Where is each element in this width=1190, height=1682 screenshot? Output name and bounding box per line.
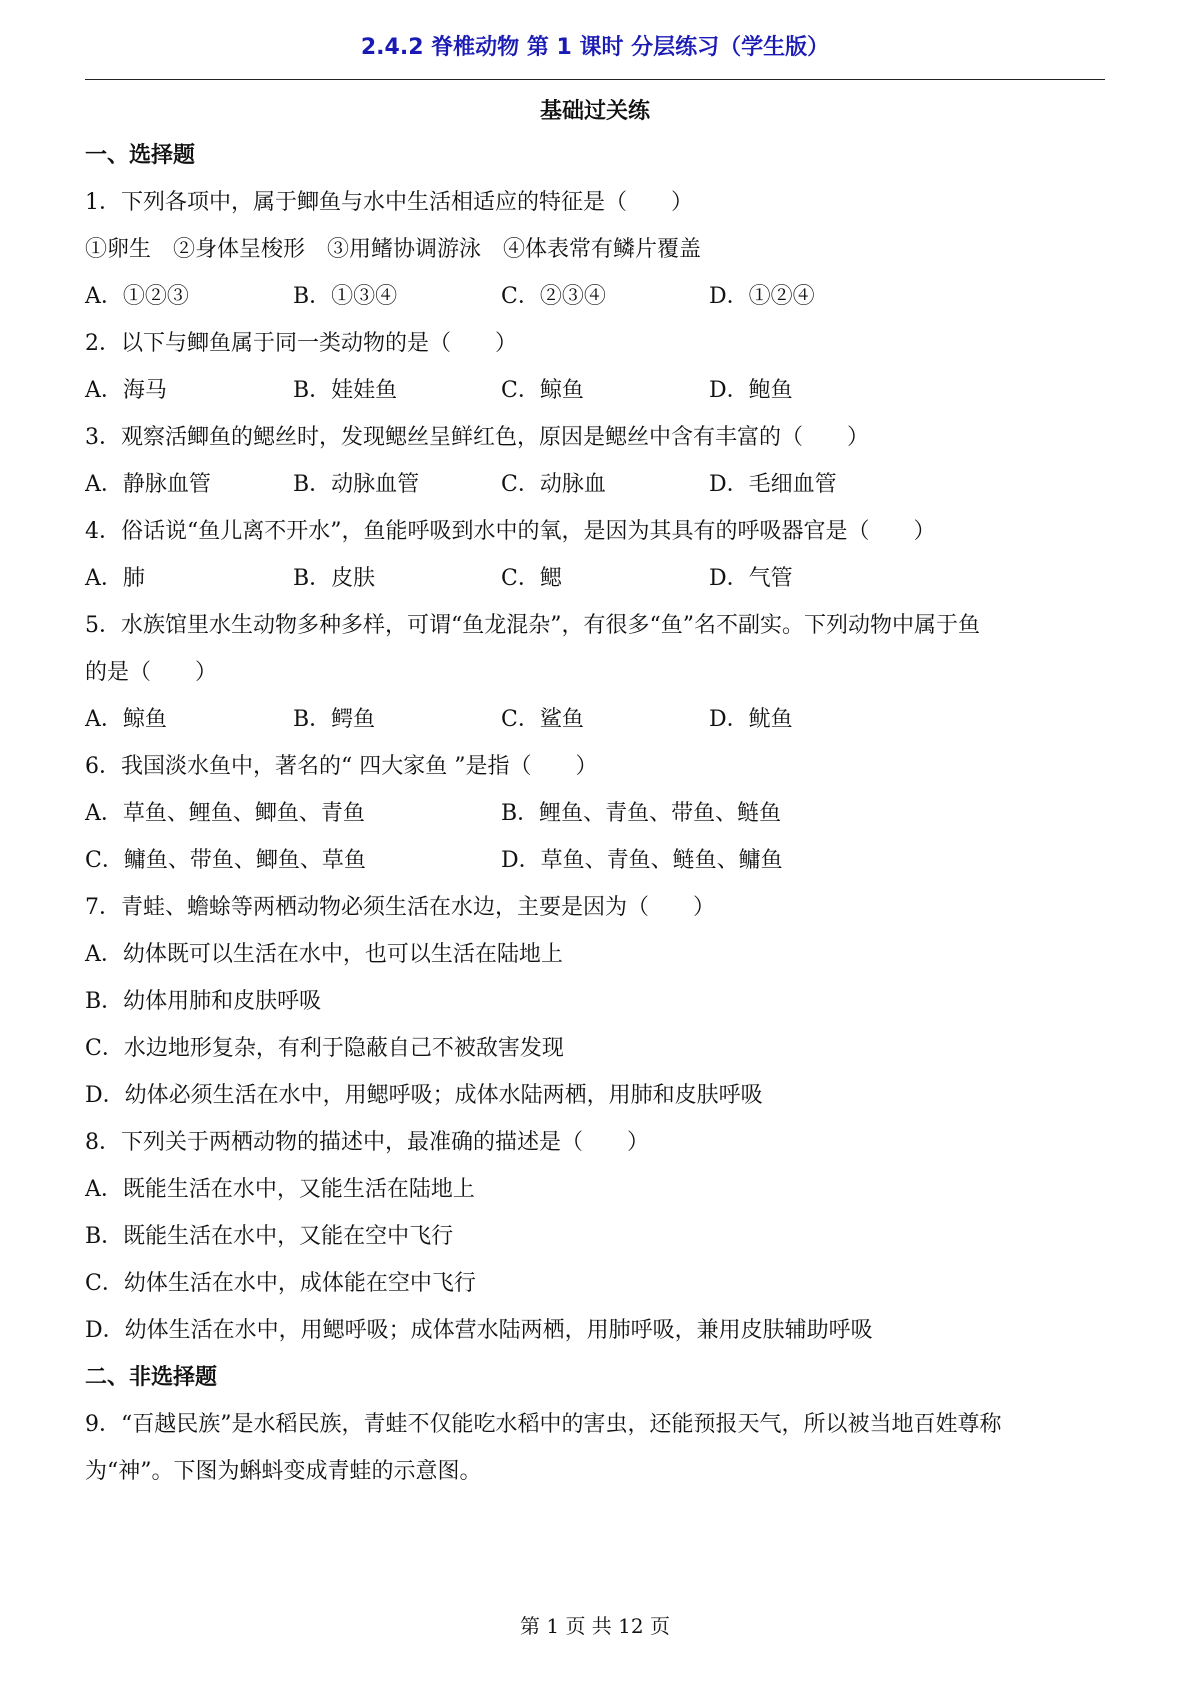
option-b: B．鲤鱼、青鱼、带鱼、鲢鱼 bbox=[501, 801, 782, 826]
question-1-stem: 1．下列各项中，属于鲫鱼与水中生活相适应的特征是（ ） bbox=[85, 190, 693, 215]
option-b: B．①③④ bbox=[293, 284, 398, 309]
option-b: B．幼体用肺和皮肤呼吸 bbox=[85, 989, 322, 1014]
question-6-stem: 6．我国淡水鱼中，著名的“ 四大家鱼 ”是指（ ） bbox=[85, 754, 598, 779]
section-heading-nonchoice: 二、非选择题 bbox=[85, 1365, 218, 1390]
question-content bbox=[85, 132, 1110, 1495]
option-c: C．鳃 bbox=[501, 566, 562, 591]
option-c: C．②③④ bbox=[501, 284, 606, 309]
option-a: A．幼体既可以生活在水中，也可以生活在陆地上 bbox=[85, 942, 563, 967]
option-d: D．毛细血管 bbox=[709, 472, 837, 497]
question-6-options-row-2 bbox=[85, 837, 1110, 884]
option-b: B．既能生活在水中，又能在空中飞行 bbox=[85, 1224, 454, 1249]
question-5-stem-line-2: 的是（ ） bbox=[85, 660, 218, 685]
question-1-options bbox=[85, 273, 1110, 320]
question-2-options bbox=[85, 367, 1110, 414]
question-9-stem-line-2: 为“神”。下图为蝌蚪变成青蛙的示意图。 bbox=[85, 1459, 482, 1484]
option-a: A．①②③ bbox=[85, 284, 189, 309]
question-7-stem: 7．青蛙、蟾蜍等两栖动物必须生活在水边，主要是因为（ ） bbox=[85, 895, 715, 920]
option-d: D．气管 bbox=[709, 566, 793, 591]
option-d: D．鲍鱼 bbox=[709, 378, 793, 403]
question-3-options bbox=[85, 461, 1110, 508]
document-title: 2.4.2 脊椎动物 第 1 课时 分层练习（学生版） bbox=[360, 35, 830, 60]
option-a: A．海马 bbox=[85, 378, 167, 403]
question-2-stem: 2．以下与鲫鱼属于同一类动物的是（ ） bbox=[85, 331, 517, 356]
header-divider bbox=[85, 79, 1105, 80]
option-d: D．草鱼、青鱼、鲢鱼、鳙鱼 bbox=[501, 848, 783, 873]
option-d: D．鱿鱼 bbox=[709, 707, 793, 732]
option-c: C．鲨鱼 bbox=[501, 707, 584, 732]
option-c: C．鲸鱼 bbox=[501, 378, 584, 403]
question-8-stem: 8．下列关于两栖动物的描述中，最准确的描述是（ ） bbox=[85, 1130, 649, 1155]
section-subtitle: 基础过关练 bbox=[539, 99, 650, 124]
question-5-options bbox=[85, 696, 1110, 743]
option-a: A．肺 bbox=[85, 566, 145, 591]
option-a: A．静脉血管 bbox=[85, 472, 211, 497]
option-d: D．①②④ bbox=[709, 284, 815, 309]
option-b: B．娃娃鱼 bbox=[293, 378, 398, 403]
question-4-options bbox=[85, 555, 1110, 602]
question-1-statements: ①卵生 ②身体呈梭形 ③用鳍协调游泳 ④体表常有鳞片覆盖 bbox=[85, 237, 702, 262]
option-b: B．皮肤 bbox=[293, 566, 376, 591]
option-a: A．鲸鱼 bbox=[85, 707, 167, 732]
option-a: A．既能生活在水中，又能生活在陆地上 bbox=[85, 1177, 475, 1202]
question-5-stem-line-1: 5．水族馆里水生动物多种多样，可谓“鱼龙混杂”，有很多“鱼”名不副实。下列动物中属于鱼 bbox=[85, 613, 980, 638]
question-9-stem-line-1: 9．“百越民族”是水稻民族，青蛙不仅能吃水稻中的害虫，还能预报天气，所以被当地百姓尊称 bbox=[85, 1412, 1002, 1437]
option-d: D．幼体生活在水中，用鳃呼吸；成体营水陆两栖，用肺呼吸，兼用皮肤辅助呼吸 bbox=[85, 1318, 873, 1343]
option-a: A．草鱼、鲤鱼、鲫鱼、青鱼 bbox=[85, 801, 365, 826]
option-c: C．动脉血 bbox=[501, 472, 606, 497]
option-c: C．水边地形复杂，有利于隐蔽自己不被敌害发现 bbox=[85, 1036, 564, 1061]
option-c: C．幼体生活在水中，成体能在空中飞行 bbox=[85, 1271, 476, 1296]
option-c: C．鳙鱼、带鱼、鲫鱼、草鱼 bbox=[85, 848, 366, 873]
option-b: B．鳄鱼 bbox=[293, 707, 376, 732]
question-6-options-row-1 bbox=[85, 790, 1110, 837]
page-number: 第 1 页 共 12 页 bbox=[520, 1614, 670, 1638]
question-4-stem: 4．俗话说“鱼儿离不开水”，鱼能呼吸到水中的氧，是因为其具有的呼吸器官是（ ） bbox=[85, 519, 936, 544]
section-heading-choice: 一、选择题 bbox=[85, 143, 196, 168]
option-d: D．幼体必须生活在水中，用鳃呼吸；成体水陆两栖，用肺和皮肤呼吸 bbox=[85, 1083, 763, 1108]
question-3-stem: 3．观察活鲫鱼的鳃丝时，发现鳃丝呈鲜红色，原因是鳃丝中含有丰富的（ ） bbox=[85, 425, 869, 450]
option-b: B．动脉血管 bbox=[293, 472, 420, 497]
